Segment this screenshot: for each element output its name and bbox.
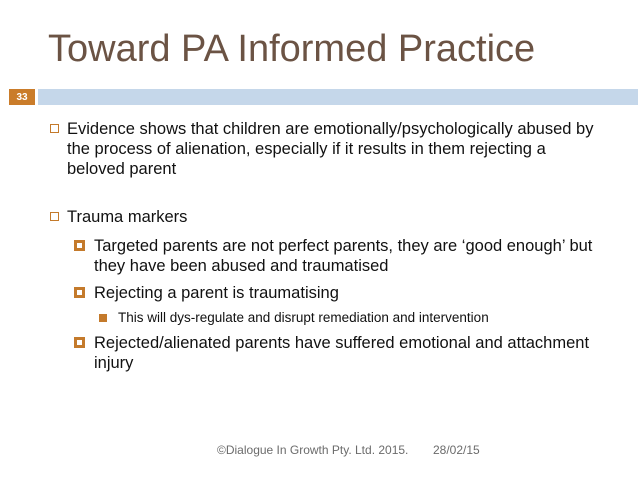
bullet-rejecting-parent-text: Rejecting a parent is traumatising bbox=[94, 284, 339, 302]
framed-square-bullet-icon bbox=[74, 240, 85, 251]
framed-square-bullet-icon bbox=[74, 337, 85, 348]
hollow-square-bullet-icon bbox=[50, 124, 59, 133]
framed-square-bullet-icon bbox=[74, 287, 85, 298]
bullet-dys-regulate-text: This will dys-regulate and disrupt remediation and intervention bbox=[118, 310, 489, 325]
slide-number: 33 bbox=[16, 91, 28, 103]
bullet-evidence bbox=[67, 119, 607, 179]
bullet-rejected-parents bbox=[94, 333, 614, 373]
footer-copyright: ©Dialogue In Growth Pty. Ltd. 2015. bbox=[217, 443, 409, 457]
bullet-targeted-parents-text: Targeted parents are not perfect parents, they are ‘good enough’ but they have been abused and traumatised bbox=[94, 237, 593, 275]
bullet-rejecting-parent bbox=[94, 283, 614, 303]
title-divider-bar bbox=[38, 89, 638, 105]
bullet-dys-regulate bbox=[118, 309, 618, 327]
slide-number-badge bbox=[9, 89, 35, 105]
slide-title: Toward PA Informed Practice bbox=[48, 28, 536, 70]
solid-square-bullet-icon bbox=[99, 314, 107, 322]
bullet-rejected-parents-text: Rejected/alienated parents have suffered emotional and attachment injury bbox=[94, 334, 590, 372]
bullet-trauma-markers bbox=[67, 207, 607, 227]
bullet-evidence-text: Evidence shows that children are emotionally/psychologically abused by the process of alienation, especially if it results in them rejecting a beloved parent bbox=[67, 120, 594, 178]
bullet-trauma-markers-text: Trauma markers bbox=[67, 208, 188, 226]
bullet-targeted-parents bbox=[94, 236, 614, 276]
hollow-square-bullet-icon bbox=[50, 212, 59, 221]
footer-date: 28/02/15 bbox=[433, 443, 480, 457]
